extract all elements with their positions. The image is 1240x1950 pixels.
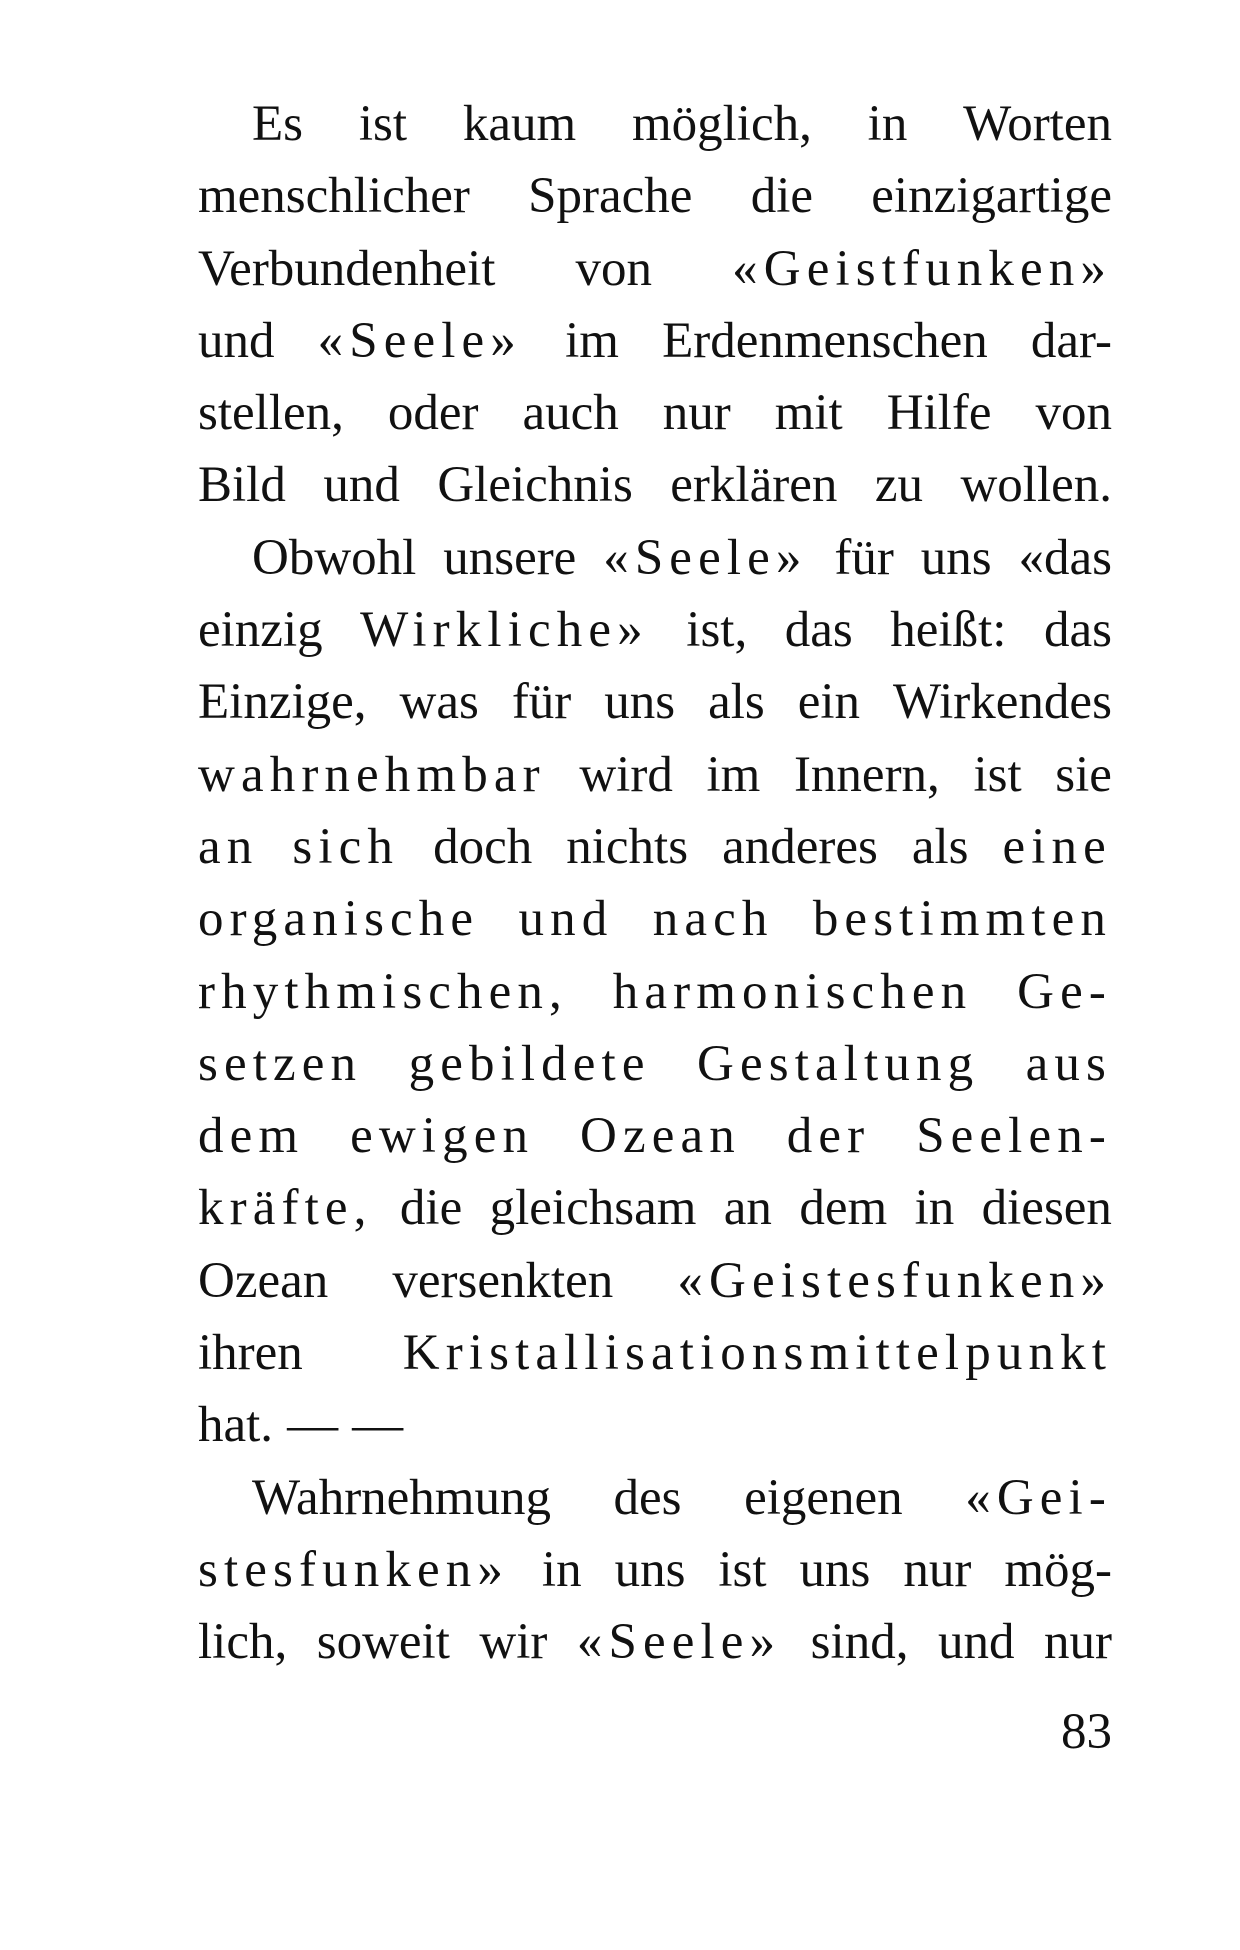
word: gleichsam <box>489 1180 697 1237</box>
word: ist <box>718 1541 767 1598</box>
word: Es <box>252 96 303 152</box>
word: wir <box>479 1614 548 1671</box>
word: uns <box>920 529 992 586</box>
word: mit <box>774 385 843 442</box>
word: uns <box>614 1541 686 1598</box>
word-spaced: «Seele» <box>603 529 808 586</box>
word-spaced: gebildete <box>408 1035 651 1092</box>
word: soweit <box>316 1614 450 1671</box>
text-line <box>198 1028 1112 1100</box>
word: uns <box>604 674 676 731</box>
word: und <box>937 1614 1015 1671</box>
word-spaced: wahrnehmbar <box>198 746 546 803</box>
word: «das <box>1018 529 1112 586</box>
word: stellen, <box>198 385 344 442</box>
word: — <box>287 1397 339 1454</box>
word: eigenen <box>744 1469 903 1526</box>
word: Gleichnis <box>437 457 633 514</box>
word-spaced: ewigen <box>350 1108 535 1165</box>
text-line <box>198 233 1112 305</box>
word: im <box>565 312 619 369</box>
text-line <box>198 1534 1112 1606</box>
word: ist, <box>686 602 748 659</box>
word-spaced: an <box>198 818 259 875</box>
word: des <box>613 1469 682 1526</box>
word: nur <box>1043 1614 1112 1671</box>
text-line <box>198 1317 1112 1389</box>
word-spaced: rhythmischen, <box>198 963 568 1020</box>
page-number: 83 <box>1061 1704 1112 1760</box>
word-spaced: der <box>786 1108 871 1165</box>
word-spaced: dem <box>198 1108 305 1165</box>
word: dem <box>799 1180 888 1237</box>
word: kaum <box>462 96 577 152</box>
word: an <box>723 1180 772 1237</box>
word: Hilfe <box>886 385 992 442</box>
word-spaced: bestimmten <box>812 891 1112 948</box>
text-line <box>198 160 1112 232</box>
word-spaced: nach <box>652 891 774 948</box>
word: als <box>708 674 765 731</box>
word: in <box>867 96 908 152</box>
text-line <box>198 666 1112 738</box>
word: als <box>911 818 969 875</box>
text-line <box>198 1462 1112 1534</box>
word: dar- <box>1030 312 1112 369</box>
word: nichts <box>566 818 689 875</box>
word-spaced: setzen <box>198 1035 363 1092</box>
word: ist <box>973 746 1022 803</box>
word: das <box>784 602 853 659</box>
word: sind, <box>810 1614 909 1671</box>
word: möglich, <box>631 96 812 152</box>
word: Obwohl <box>252 529 417 586</box>
word: was <box>399 674 479 731</box>
word: auch <box>522 385 619 442</box>
text-line <box>198 811 1112 883</box>
word-spaced: sich <box>292 818 400 875</box>
text-line <box>198 377 1112 449</box>
word: Verbundenheit <box>198 240 496 297</box>
text-line <box>198 449 1112 521</box>
word: menschlicher <box>198 168 470 225</box>
word: zu <box>874 457 923 514</box>
word: Ozean <box>198 1252 329 1309</box>
word: Erdenmenschen <box>662 312 988 369</box>
text-line <box>198 88 1112 160</box>
word-spaced: Ge- <box>1017 963 1112 1020</box>
text-line <box>198 305 1112 377</box>
word-spaced: Seelen- <box>916 1108 1112 1165</box>
word: ihren <box>198 1325 303 1382</box>
word: und <box>323 457 400 514</box>
word-spaced: «Seele» <box>576 1614 782 1671</box>
word: Innern, <box>793 746 940 803</box>
word: doch <box>433 818 533 875</box>
word: von <box>1035 385 1112 442</box>
word: Wirkendes <box>893 674 1112 731</box>
word: für <box>834 529 894 586</box>
word: Sprache <box>528 168 693 225</box>
word-spaced: Wirkliche» <box>360 602 649 659</box>
word: von <box>575 240 653 297</box>
text-line <box>198 739 1112 811</box>
word: und <box>198 312 275 369</box>
word-spaced: «Geistesfunken» <box>677 1252 1112 1309</box>
word: einzig <box>198 602 323 659</box>
word-spaced: «Geistfunken» <box>732 240 1112 297</box>
text-line <box>198 1172 1112 1244</box>
text-line <box>198 1606 1112 1678</box>
word-spaced: stesfunken» <box>198 1541 509 1598</box>
word: die <box>750 168 813 225</box>
word-spaced: aus <box>1025 1035 1112 1092</box>
word: in <box>914 1180 955 1237</box>
word-spaced: harmonischen <box>612 963 973 1020</box>
text-line <box>198 956 1112 1028</box>
word: nur <box>662 385 731 442</box>
word-spaced: Kristallisationsmittelpunkt <box>402 1325 1112 1382</box>
word: Bild <box>198 457 286 514</box>
word: anderes <box>722 818 878 875</box>
word: einzigartige <box>871 168 1112 225</box>
text-line <box>198 594 1112 666</box>
word: das <box>1044 602 1112 659</box>
word: in <box>541 1541 582 1598</box>
text-line <box>198 1100 1112 1172</box>
word: ein <box>797 674 861 731</box>
word: uns <box>799 1541 871 1598</box>
word: im <box>706 746 761 803</box>
word: Worten <box>963 96 1112 152</box>
word: Einzige, <box>198 674 367 731</box>
word: versenkten <box>392 1252 614 1309</box>
text-line <box>198 1389 1112 1461</box>
word-spaced: Gestaltung <box>697 1035 980 1092</box>
word: lich, <box>198 1614 288 1671</box>
text-line <box>198 522 1112 594</box>
word-spaced: «Gei- <box>965 1469 1112 1526</box>
word: diesen <box>981 1180 1112 1237</box>
body-text <box>198 88 1112 1679</box>
word: die <box>399 1180 463 1237</box>
word-spaced: «Seele» <box>317 312 522 369</box>
word-spaced: Ozean <box>580 1108 741 1165</box>
word: ist <box>358 96 407 152</box>
text-line <box>198 883 1112 955</box>
word: wollen. <box>960 457 1112 514</box>
word: erklären <box>670 457 838 514</box>
word: oder <box>387 385 479 442</box>
word-spaced: organische <box>198 891 480 948</box>
word: — <box>352 1397 404 1454</box>
word: nur <box>903 1541 972 1598</box>
word-spaced: eine <box>1002 818 1112 875</box>
word-spaced: kräfte, <box>198 1180 373 1237</box>
word: unsere <box>443 529 577 586</box>
word: für <box>511 674 572 731</box>
word: heißt: <box>890 602 1007 659</box>
word: hat. <box>198 1397 274 1454</box>
word: mög- <box>1004 1541 1112 1598</box>
word: wird <box>579 746 673 803</box>
word-spaced: und <box>518 891 614 948</box>
word: Wahrnehmung <box>252 1469 551 1526</box>
word: sie <box>1055 746 1112 803</box>
text-line <box>198 1245 1112 1317</box>
